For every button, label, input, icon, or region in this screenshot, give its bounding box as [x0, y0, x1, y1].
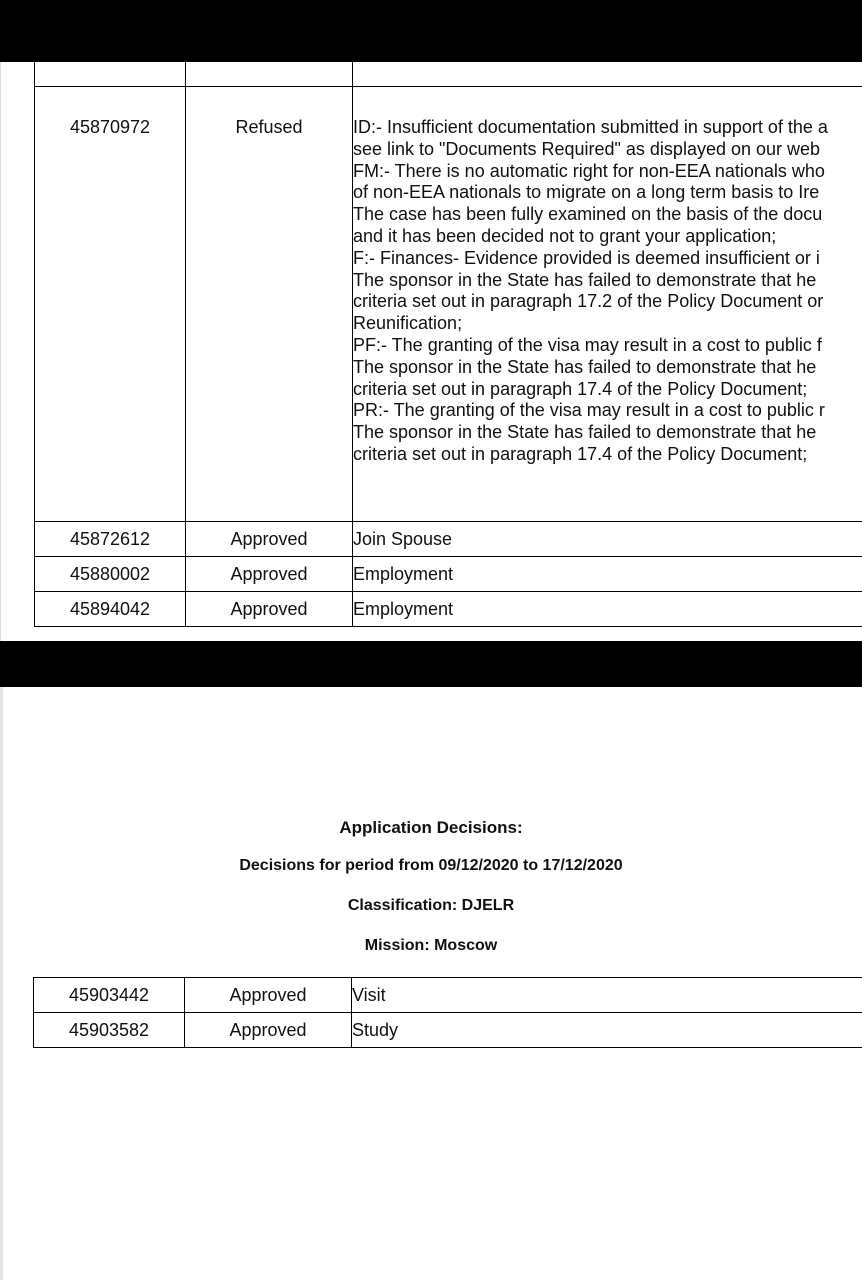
reason-line: Reunification;	[353, 313, 463, 334]
table-row	[34, 1013, 862, 1048]
reason-cell: Employment	[353, 557, 862, 592]
cell-id-empty	[35, 62, 186, 87]
reason-cell: Join Spouse	[353, 522, 862, 557]
decision-period: Decisions for period from 09/12/2020 to 17/12/2020	[239, 857, 623, 874]
decision-status-cell: Refused	[186, 87, 353, 522]
reason-line: criteria set out in paragraph 17.4 of the Policy Document;	[353, 443, 808, 464]
reason-line: The sponsor in the State has failed to demonstrate that he	[353, 356, 817, 377]
table-row	[34, 978, 862, 1013]
application-id-cell: 45880002	[35, 557, 186, 592]
application-id-cell: 45903582	[34, 1013, 185, 1048]
reason-line: ID:- Insufficient documentation submitted in support of the a	[353, 117, 828, 137]
table-row	[35, 557, 862, 592]
reason-line: PF:- The granting of the visa may result in a cost to public f	[353, 334, 822, 355]
reason-cell: Employment	[353, 592, 862, 627]
reason-line: FM:- There is no automatic right for non-EEA nationals who	[353, 160, 825, 181]
reason-line: The case has been fully examined on the basis of the docu	[353, 204, 823, 225]
decision-status-cell: Approved	[186, 557, 353, 592]
application-id-cell: 45903442	[34, 978, 185, 1013]
decision-status-cell: Approved	[186, 592, 353, 627]
classification-label: Classification: DJELR	[347, 897, 515, 914]
reason-cell: Visit	[352, 978, 862, 1013]
application-id-cell: 45872612	[35, 522, 186, 557]
application-id-cell: 45894042	[35, 592, 186, 627]
decision-status-cell: Approved	[186, 522, 353, 557]
reason-line: F:- Finances- Evidence provided is deemed insufficient or i	[353, 247, 820, 268]
table-row	[35, 592, 862, 627]
table-row	[35, 522, 862, 557]
decision-status-cell: Approved	[185, 1013, 352, 1048]
page-separator-bar	[0, 641, 862, 687]
table-row-cut	[35, 62, 862, 87]
reason-line: see link to "Documents Required" as displayed on our web	[353, 138, 821, 159]
mission-label: Mission: Moscow	[364, 937, 498, 954]
reason-line: and it has been decided not to grant your application;	[353, 225, 777, 246]
cell-reason-empty	[353, 62, 862, 87]
refusal-reasons-cell	[353, 87, 862, 522]
document-page-1	[0, 62, 862, 641]
reason-line: of non-EEA nationals to migrate on a long term basis to Ire	[353, 182, 820, 203]
reason-line: The sponsor in the State has failed to demonstrate that he	[353, 422, 817, 443]
cell-status-empty	[186, 62, 353, 87]
decision-status-cell: Approved	[185, 978, 352, 1013]
top-black-bar	[0, 0, 862, 62]
reason-line: criteria set out in paragraph 17.2 of the Policy Document or	[353, 291, 824, 312]
decisions-table-1	[34, 62, 862, 627]
application-id-cell: 45870972	[35, 87, 186, 522]
reason-line: criteria set out in paragraph 17.4 of the Policy Document;	[353, 378, 808, 399]
reason-cell: Study	[352, 1013, 862, 1048]
document-page-2	[0, 687, 862, 1280]
page-title: Application Decisions:	[339, 818, 523, 837]
page-edge	[0, 687, 3, 1280]
reason-line: PR:- The granting of the visa may result in a cost to public r	[353, 400, 825, 421]
reason-line: The sponsor in the State has failed to demonstrate that he	[353, 269, 817, 290]
decisions-table-2	[33, 977, 862, 1048]
table-row	[35, 87, 862, 522]
